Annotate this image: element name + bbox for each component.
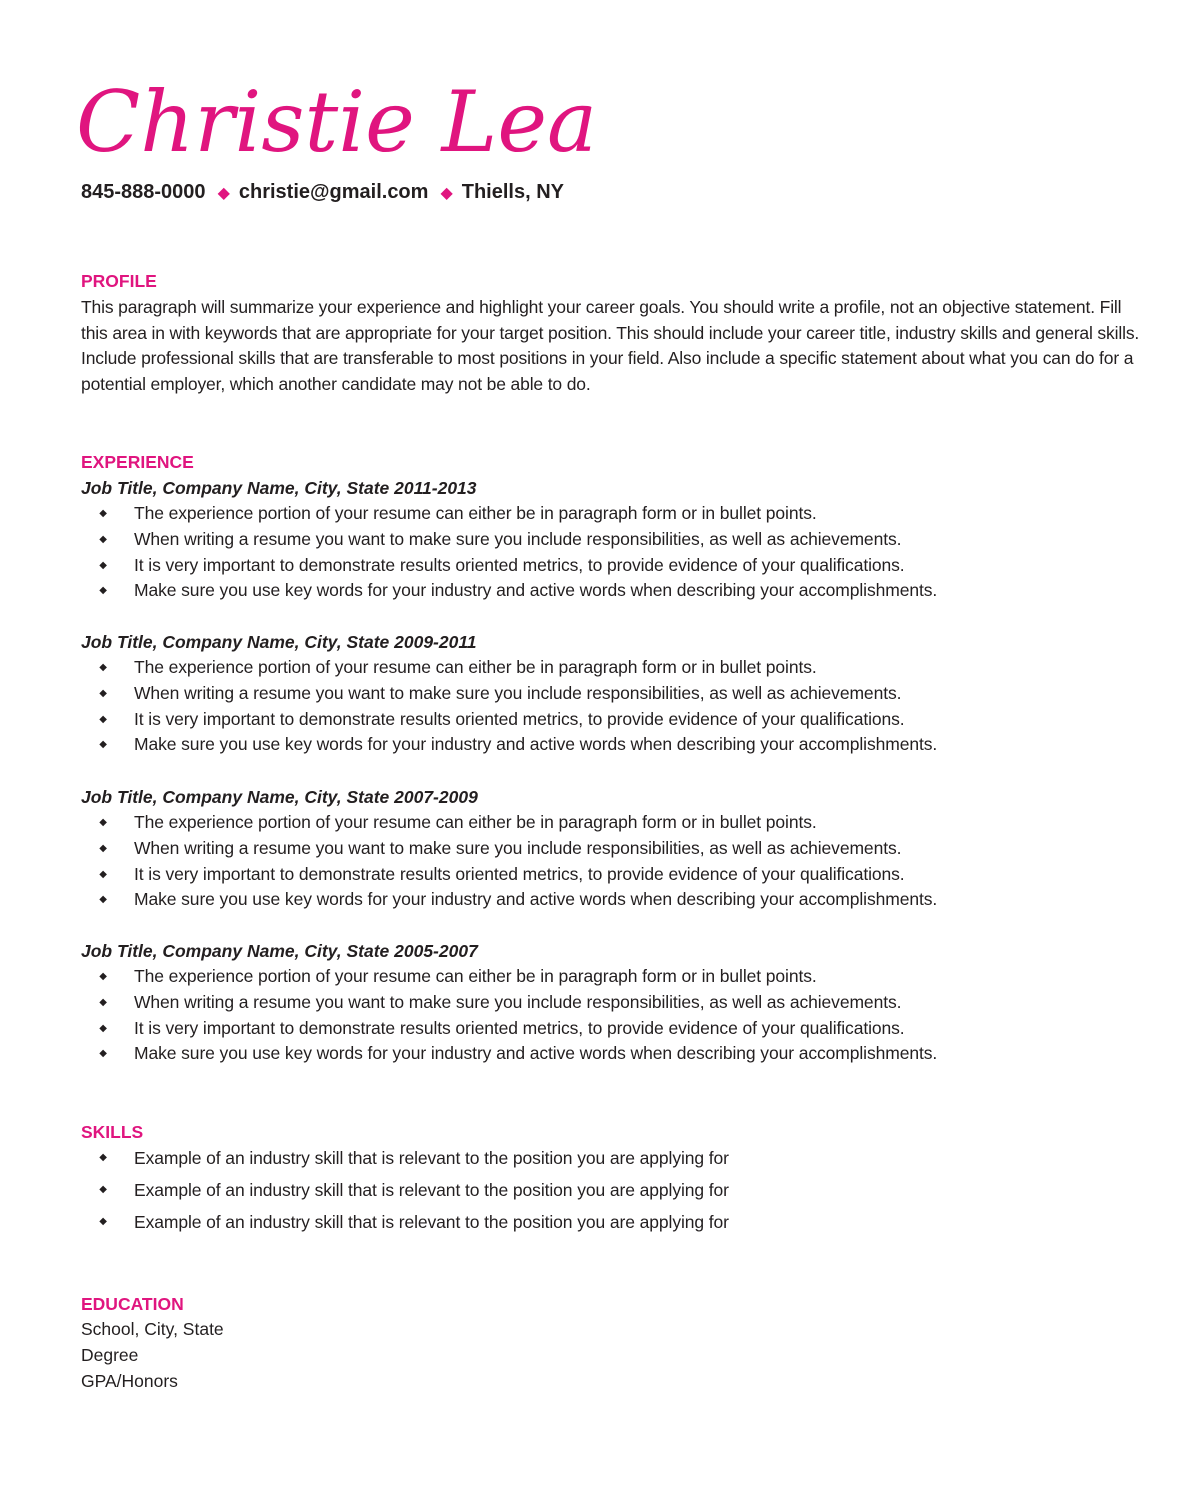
bullet-diamond-icon: ◆	[99, 687, 107, 699]
bullet-diamond-icon: ◆	[99, 559, 107, 571]
bullet-diamond-icon: ◆	[99, 1184, 107, 1195]
list-item: ◆ The experience portion of your resume can either be in paragraph form or in bullet points.	[81, 501, 937, 527]
education-details	[81, 1317, 224, 1394]
education-honors: GPA/Honors	[81, 1370, 178, 1391]
education-degree: Degree	[81, 1344, 139, 1365]
job-bullets-3	[81, 810, 937, 913]
list-item: ◆ Make sure you use key words for your industry and active words when describing your accomplishments.	[81, 1041, 937, 1067]
list-item: ◆ Make sure you use key words for your industry and active words when describing your accomplishments.	[81, 578, 937, 604]
contact-email: christie@gmail.com	[238, 181, 429, 203]
list-item: ◆ When writing a resume you want to make sure you include responsibilities, as well as achievements.	[81, 990, 937, 1016]
skills-list	[81, 1142, 729, 1238]
bullet-diamond-icon: ◆	[99, 713, 107, 725]
bullet-diamond-icon: ◆	[99, 662, 107, 673]
job-bullets-2	[81, 655, 937, 758]
list-item: ◆ The experience portion of your resume can either be in paragraph form or in bullet points.	[81, 655, 937, 681]
profile-heading: PROFILE	[81, 271, 157, 291]
list-item: ◆ Make sure you use key words for your industry and active words when describing your accomplishments.	[81, 887, 937, 913]
bullet-diamond-icon: ◆	[99, 533, 107, 545]
education-heading: EDUCATION	[81, 1294, 184, 1314]
job-title-4: Job Title, Company Name, City, State 2005-2007	[81, 941, 478, 961]
job-title-3: Job Title, Company Name, City, State 2007-2009	[81, 787, 478, 807]
list-item: ◆ When writing a resume you want to make sure you include responsibilities, as well as achievements.	[81, 527, 937, 553]
job-bullets-4	[81, 964, 937, 1067]
list-item: ◆ Example of an industry skill that is relevant to the position you are applying for	[81, 1206, 729, 1238]
skills-heading: SKILLS	[81, 1122, 144, 1142]
bullet-diamond-icon: ◆	[99, 996, 107, 1008]
list-item: ◆ The experience portion of your resume can either be in paragraph form or in bullet points.	[81, 964, 937, 990]
diamond-separator-icon: ◆	[217, 185, 230, 202]
education-school: School, City, State	[81, 1319, 224, 1339]
bullet-diamond-icon: ◆	[99, 508, 107, 519]
job-title-1: Job Title, Company Name, City, State 2011-2013	[81, 478, 477, 498]
experience-heading: EXPERIENCE	[81, 452, 194, 472]
contact-location: Thiells, NY	[461, 181, 564, 203]
diamond-separator-icon: ◆	[440, 185, 453, 202]
list-item: ◆ It is very important to demonstrate results oriented metrics, to provide evidence of your qualifications.	[81, 707, 937, 733]
contact-line	[81, 178, 564, 208]
list-item: ◆ Example of an industry skill that is relevant to the position you are applying for	[81, 1174, 729, 1206]
bullet-diamond-icon: ◆	[99, 739, 107, 751]
job-title-2: Job Title, Company Name, City, State 2009-2011	[81, 632, 477, 652]
resume-name: Christie Lea	[76, 73, 598, 171]
list-item: ◆ When writing a resume you want to make sure you include responsibilities, as well as achievements.	[81, 836, 937, 862]
bullet-diamond-icon: ◆	[99, 1216, 107, 1227]
bullet-diamond-icon: ◆	[99, 585, 107, 597]
list-item: ◆ Make sure you use key words for your industry and active words when describing your accomplishments.	[81, 732, 937, 758]
bullet-diamond-icon: ◆	[99, 1022, 107, 1034]
bullet-diamond-icon: ◆	[99, 1048, 107, 1060]
list-item: ◆ It is very important to demonstrate results oriented metrics, to provide evidence of your qualifications.	[81, 553, 937, 579]
job-bullets-1	[81, 501, 937, 604]
list-item: ◆ Example of an industry skill that is relevant to the position you are applying for	[81, 1142, 729, 1174]
bullet-diamond-icon: ◆	[99, 817, 107, 828]
list-item: ◆ It is very important to demonstrate results oriented metrics, to provide evidence of your qualifications.	[81, 862, 937, 888]
bullet-diamond-icon: ◆	[99, 868, 107, 880]
bullet-diamond-icon: ◆	[99, 894, 107, 906]
bullet-diamond-icon: ◆	[99, 1152, 107, 1163]
list-item: ◆ When writing a resume you want to make sure you include responsibilities, as well as achievements.	[81, 681, 937, 707]
list-item: ◆ The experience portion of your resume can either be in paragraph form or in bullet points.	[81, 810, 937, 836]
bullet-diamond-icon: ◆	[99, 842, 107, 854]
contact-phone: 845-888-0000	[81, 181, 206, 203]
list-item: ◆ It is very important to demonstrate results oriented metrics, to provide evidence of your qualifications.	[81, 1016, 937, 1042]
profile-paragraph: This paragraph will summarize your experience and highlight your career goals. You should write a profile, not an objective statement. Fill this area in with keywords that are appropriate for your target position. This should include your career title, industry skills and general skills. Include professional skills that are transferable to most positions in your field. Also include a specific statement about what you can do for a potential employer, which another candidate may not be able to do.	[81, 297, 1140, 394]
bullet-diamond-icon: ◆	[99, 971, 107, 982]
